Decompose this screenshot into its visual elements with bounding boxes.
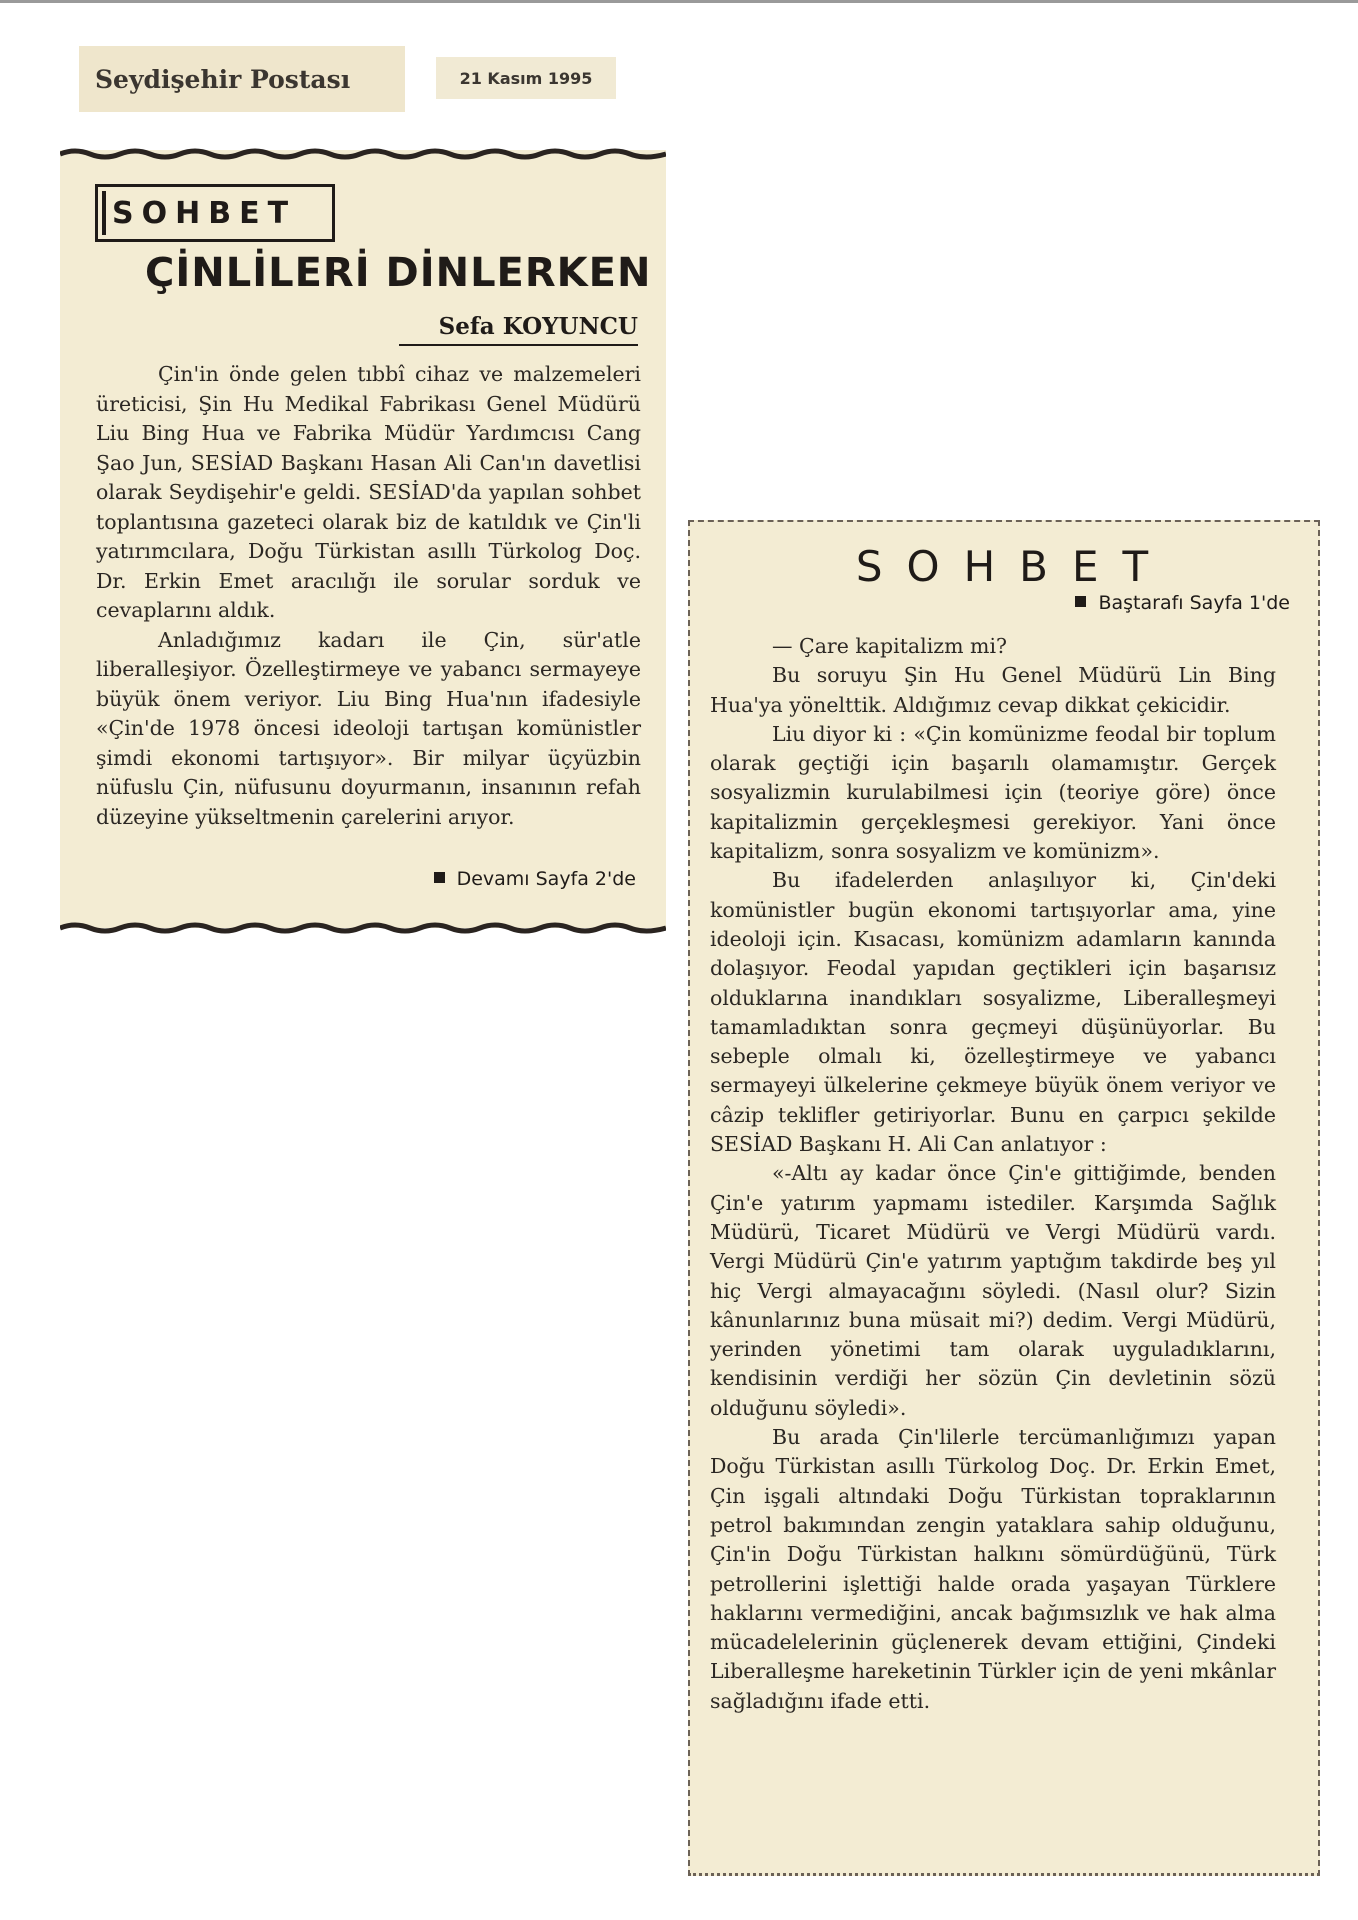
wavy-border-top [60, 148, 666, 160]
clipping-continued-page [688, 520, 1320, 1876]
wavy-border-bottom [60, 922, 666, 934]
dashed-border-right [1318, 520, 1320, 1876]
section-label: SOHBET [855, 542, 1173, 591]
article-paragraph: Bu soruyu Şin Hu Genel Müdürü Lin Bing Hua'ya yönelttik. Aldığımız cevap dikkat çekicidir. [710, 663, 1276, 717]
article-paragraph: «-Altı ay kadar önce Çin'e gittiğimde, benden Çin'e yatırım yapmamı istediler. Karşımda Sağlık Müdürü, Ticaret Müdürü ve Vergi Müdürü vardı. Vergi Müdürü Çin'e yatırım yaptığım takdirde beş yıl hiç Vergi almayacağını söyledi. (Nasıl olur? Sizin kânunlarınız buna müsait mi?) dedim. Vergi Müdürü, yerinden yönetimi tam olarak uyguladıklarını, kendisinin verdiği her sözün Çin devletinin sözü olduğunu söyledi». [710, 1161, 1276, 1420]
article-paragraph: Liu diyor ki : «Çin komünizme feodal bir toplum olarak geçtiği için başarılı olamamıştır. Gerçek sosyalizmin kurulabilmesi için (teoriye göre) önce kapitalizmin gerçekleşmesi gerekiyor. Yani önce kapitalizm, sonra sosyalizm ve komünizm». [710, 721, 1276, 864]
dashed-border-top [688, 520, 1320, 522]
newspaper-masthead [79, 46, 405, 112]
issue-date: 21 Kasım 1995 [459, 68, 593, 88]
continued-note [434, 868, 636, 890]
article-paragraph: Anladığımız kadarı ile Çin, sür'atle liberalleşiyor. Özelleştirmeye ve yabancı sermayeye büyük önem veriyor. Liu Bing Hua'nın ifadesiyle «Çin'de 1978 öncesi ideoloji tartışan komünistler şimdi ekonomi tartışıyor». Bir milyar üçyüzbin nüfuslu Çin, nüfusunu doyurmanın, insanının refah düzeyine yükseltmenin çarelerini arıyor. [96, 627, 641, 829]
section-label: SOHBET [112, 195, 297, 231]
clipping-front-page [60, 150, 666, 928]
bullet-square-icon [1075, 596, 1086, 607]
article-body [96, 360, 641, 832]
continued-from-text: Baştarafı Sayfa 1'de [1098, 592, 1290, 614]
dotted-border-bottom [688, 1873, 1320, 1876]
article-body [710, 632, 1276, 1716]
article-paragraph: — Çare kapitalizm mi? [772, 634, 1008, 658]
continued-text: Devamı Sayfa 2'de [456, 868, 636, 890]
newspaper-name: Seydişehir Postası [95, 64, 351, 94]
article-paragraph: Bu arada Çin'lilerle tercümanlığımızı yapan Doğu Türkistan asıllı Türkolog Doç. Dr. Erkin Emet, Çin işgali altındaki Doğu Türkistan topraklarının petrol bakımından zengin yataklara sahip olduğunu, Çin'in Doğu Türkistan halkını sömürdüğünü, Türk petrollerini işlettiği halde orada yaşayan Türklere haklarını vermediğini, ancak bağımsızlık ve hak alma mücadelelerinin güçlenerek devam ettiğini, Çindeki Liberalleşme hareketinin Türkler için de yeni mkânlar sağladığını ifade etti. [710, 1425, 1276, 1713]
bullet-square-icon [434, 872, 445, 883]
dashed-border-left [688, 520, 690, 1876]
article-paragraph: Çin'in önde gelen tıbbî cihaz ve malzemeleri üreticisi, Şin Hu Medikal Fabrikası Genel Müdürü Liu Bing Hua ve Fabrika Müdür Yardımcısı Cang Şao Jun, SESİAD Başkanı Hasan Ali Can'ın davetlisi olarak Seydişehir'e geldi. SESİAD'da yapılan sohbet toplantısına gazeteci olarak biz de katıldık ve Çin'li yatırımcılara, Doğu Türkistan asıllı Türkolog Doç. Dr. Erkin Emet aracılığı ile sorular sorduk ve cevaplarını aldık. [96, 362, 641, 622]
issue-date-label [436, 57, 616, 99]
section-label-box [95, 184, 335, 242]
article-headline: ÇİNLİLERİ DİNLERKEN [145, 250, 652, 296]
article-paragraph: Bu ifadelerden anlaşılıyor ki, Çin'deki komünistler bugün ekonomi tartışıyorlar ama, yine ideoloji için. Kısacası, komünizm adamların kanında dolaşıyor. Feodal yapıdan geçtikleri için başarısız olduklarına inandıkları sosyalizme, Liberalleşmeyi tamamladıktan sonra geçmeyi düşünüyorlar. Bu sebeple olmalı ki, özelleştirmeye ve yabancı sermayeyi ülkelerine çekmeye büyük önem veriyor ve câzip teklifler getiriyorlar. Bunu en çarpıcı şekilde SESİAD Başkanı H. Ali Can anlatıyor : [710, 868, 1276, 1157]
continued-from-note [1075, 592, 1290, 614]
scan-edge [0, 0, 1358, 3]
article-byline: Sefa KOYUNCU [399, 313, 638, 346]
